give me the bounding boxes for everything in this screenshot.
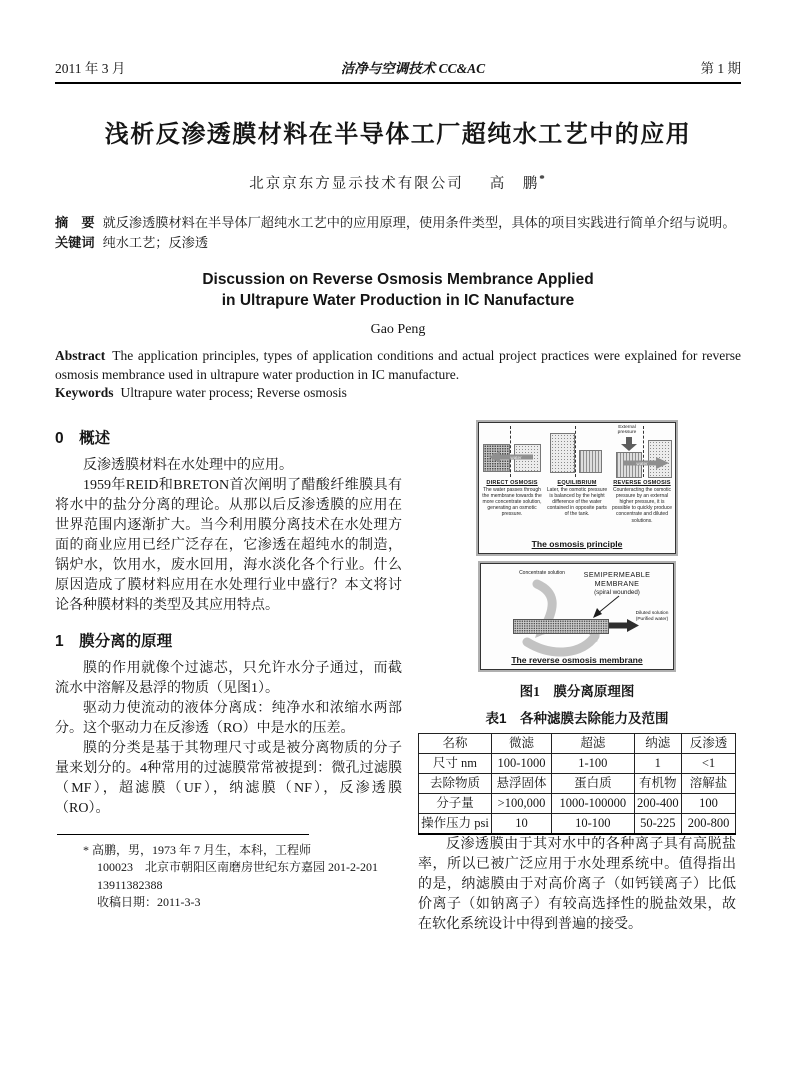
cell: 100-1000 — [491, 753, 551, 773]
section-0-heading: 0 概述 — [55, 429, 111, 447]
footnote-divider — [57, 834, 309, 835]
table-header-row — [419, 733, 736, 753]
section-1-heading: 1 膜分离的原理 — [55, 632, 173, 650]
two-column-body — [55, 418, 741, 935]
panel-direct-osmosis — [481, 425, 543, 524]
cell: 蛋白质 — [552, 773, 634, 793]
cell: 10 — [491, 813, 551, 834]
table-filter-capability — [418, 733, 736, 835]
cell: 悬浮固体 — [491, 773, 551, 793]
panel-reverse-osmosis — [611, 425, 673, 524]
figure-1-caption: 图1 膜分离原理图 — [519, 683, 635, 699]
journal-header — [55, 0, 741, 84]
abstract-cn — [55, 213, 741, 232]
cell: 100 — [682, 793, 736, 813]
author-en: Gao Peng — [370, 322, 426, 337]
keywords-en-text: Ultrapure water process; Reverse osmosis — [120, 385, 347, 400]
left-column — [55, 418, 402, 935]
reverse-osmosis-diagram — [611, 425, 673, 479]
author-name: 高 鹏 — [489, 176, 540, 192]
right-column — [418, 418, 736, 935]
panel-equilibrium — [546, 425, 608, 524]
panel-caption: Counteracting the osmotic pressure by an external higher pressure, it is possible to quickly produce concentrate and diluted solutions. — [611, 486, 673, 524]
water-flow-left-arrow — [489, 451, 533, 463]
membrane-dashed-line — [575, 426, 576, 477]
abstract-cn-label: 摘 要 — [55, 215, 95, 230]
water-label: water — [636, 460, 648, 466]
paper-title-en-line2: in Ultrapure Water Production in IC Nanufacture — [221, 292, 575, 309]
header-cell: 微滤 — [491, 733, 551, 753]
row-label: 去除物质 — [419, 773, 492, 793]
cell: 溶解盐 — [682, 773, 736, 793]
concentrate-solution-label: Concentrate solution — [519, 569, 565, 576]
cell: 1 — [634, 753, 682, 773]
paper-title-en-line1: Discussion on Reverse Osmosis Membrance Applied — [202, 271, 594, 288]
external-pressure-down-arrow — [621, 437, 637, 451]
section-1-para-3: 膜的分类是基于其物理尺寸或是被分离物质的分子量来划分的。4种常用的过滤膜常常被提到：微孔过滤膜（MF），超滤膜（UF），纳滤膜（NF），反渗透膜（RO）。 — [55, 740, 402, 816]
high-water-column-box — [550, 433, 575, 473]
water-flow-right-arrow — [623, 457, 669, 469]
panel-heading: DIRECT OSMOSIS — [486, 479, 538, 486]
author-line — [55, 172, 741, 193]
footnote-line-1: * 高鹏，男，1973 年 7 月生，本科，工程师 — [83, 842, 312, 857]
membrane-bar — [513, 619, 609, 634]
right-column-paragraph: 反渗透膜由于其对水中的各种离子具有高脱盐率，所以已被广泛应用于水处理系统中。值得指出的是，纳滤膜由于对高价离子（如钙镁离子）比低价离子（如钠离子）有较高选择性的脱盐效果，故在软化系统设计中得到普遍的接受。 — [418, 836, 736, 932]
cell: >100,000 — [491, 793, 551, 813]
affiliation: 北京京东方显示技术有限公司 — [249, 176, 464, 192]
cell: 200-800 — [682, 813, 736, 834]
header-issue: 第 1 期 — [700, 61, 741, 76]
header-cell: 纳滤 — [634, 733, 682, 753]
cell: 1-100 — [552, 753, 634, 773]
keywords-cn — [55, 233, 741, 252]
osmosis-panels — [481, 425, 673, 524]
header-journal-title: 洁净与空调技术 CC&AC — [340, 61, 486, 76]
abstract-cn-text: 就反渗透膜材料在半导体厂超纯水工艺中的应用原理，使用条件类型，具体的项目实践进行简单介绍与说明。 — [102, 215, 736, 230]
semipermeable-membrane-label: SEMIPERMEABLE MEMBRANE — [583, 569, 651, 588]
header-cell: 名称 — [419, 733, 492, 753]
paper-title-cn: 浅析反渗透膜材料在半导体工厂超纯水工艺中的应用 — [104, 122, 692, 148]
abstract-en — [55, 347, 741, 384]
abstract-en-text: The application principles, types of application conditions and actual project practices were explained for reverse osmosis membrance used in ultrapure water production in IC manufacture. — [55, 348, 741, 382]
low-water-column-box — [579, 450, 602, 473]
osmosis-principle-title: The osmosis principle — [531, 538, 623, 549]
row-label: 分子量 — [419, 793, 492, 813]
cell: 10-100 — [552, 813, 634, 834]
diluted-solution-label: Diluted solution (Purified water) — [635, 610, 669, 622]
table-row — [419, 793, 736, 813]
table-1-caption: 表1 各种滤膜去除能力及范围 — [485, 710, 669, 726]
section-0-para-1: 反渗透膜材料在水处理中的应用。 — [83, 457, 293, 473]
panel-caption: Later, the osmotic pressure is balanced by the height difference of the water contained in opposite parts of the tank. — [546, 486, 608, 518]
header-cell: 反渗透 — [682, 733, 736, 753]
keywords-cn-text: 纯水工艺；反渗透 — [102, 235, 209, 250]
row-label: 尺寸 nm — [419, 753, 492, 773]
footnote-line-4: 收稿日期：2011-3-3 — [97, 895, 201, 909]
cell: 1000-100000 — [552, 793, 634, 813]
direct-osmosis-diagram — [481, 425, 543, 479]
header-date: 2011 年 3 月 — [55, 61, 126, 76]
ro-membrane-title: The reverse osmosis membrane — [511, 654, 643, 665]
spiral-wounded-label: (spiral wounded) — [594, 588, 640, 596]
section-1-para-1: 膜的作用就像个过滤芯，只允许水分子通过，而截流水中溶解及悬浮的物质（见图1）。 — [55, 660, 402, 696]
footnote-line-3: 13911382388 — [97, 877, 163, 892]
cell: 200-400 — [634, 793, 682, 813]
table-row — [419, 753, 736, 773]
keywords-en — [55, 384, 741, 403]
row-label: 操作压力 psi — [419, 813, 492, 834]
keywords-cn-label: 关键词 — [55, 235, 95, 250]
paper-title-en — [55, 269, 741, 311]
water-label: water — [510, 454, 522, 460]
equilibrium-diagram — [546, 425, 608, 479]
panel-heading: EQUILIBRIUM — [557, 479, 597, 486]
section-0-para-2: 1959年REID和BRETON首次阐明了醋酸纤维膜具有将水中的盐分分离的理论。从那以后反渗透膜的应用在世界范围内逐渐扩大。当今利用膜分离技术在水处理方面的商业应用已经广泛存在，它渗透在超纯水的制造，锅炉水，饮用水，废水回用，海水淡化各个行业。什么原因造成了膜材料应用在水处理行业中盛行？本文将讨论各种膜材料的类型及其应用特点。 — [55, 477, 402, 613]
author-footnote-mark: * — [539, 173, 547, 186]
keywords-en-label: Keywords — [55, 385, 114, 400]
external-pressure-label: External pressure — [617, 424, 637, 436]
figure-osmosis-principle — [478, 422, 676, 554]
abstract-en-label: Abstract — [55, 348, 106, 363]
table-row — [419, 773, 736, 793]
author-footnote — [55, 834, 402, 912]
footnote-line-2: 100023 北京市朝阳区南磨房世纪东方嘉园 201-2-201 — [97, 860, 378, 874]
membrane-dashed-line — [643, 426, 644, 477]
header-cell: 超滤 — [552, 733, 634, 753]
cell: 有机物 — [634, 773, 682, 793]
cell: 50-225 — [634, 813, 682, 834]
cell: <1 — [682, 753, 736, 773]
figure-ro-membrane — [480, 563, 674, 670]
panel-heading: REVERSE OSMOSIS — [613, 479, 671, 486]
panel-caption: The water passes through the membrane towards the more concentrate solution, generating an osmotic pressure. — [482, 486, 542, 518]
table-row — [419, 813, 736, 834]
section-1-para-2: 驱动力使流动的液体分离成：纯净水和浓缩水两部分。这个驱动力在反渗透（RO）中是水的压差。 — [55, 700, 402, 736]
